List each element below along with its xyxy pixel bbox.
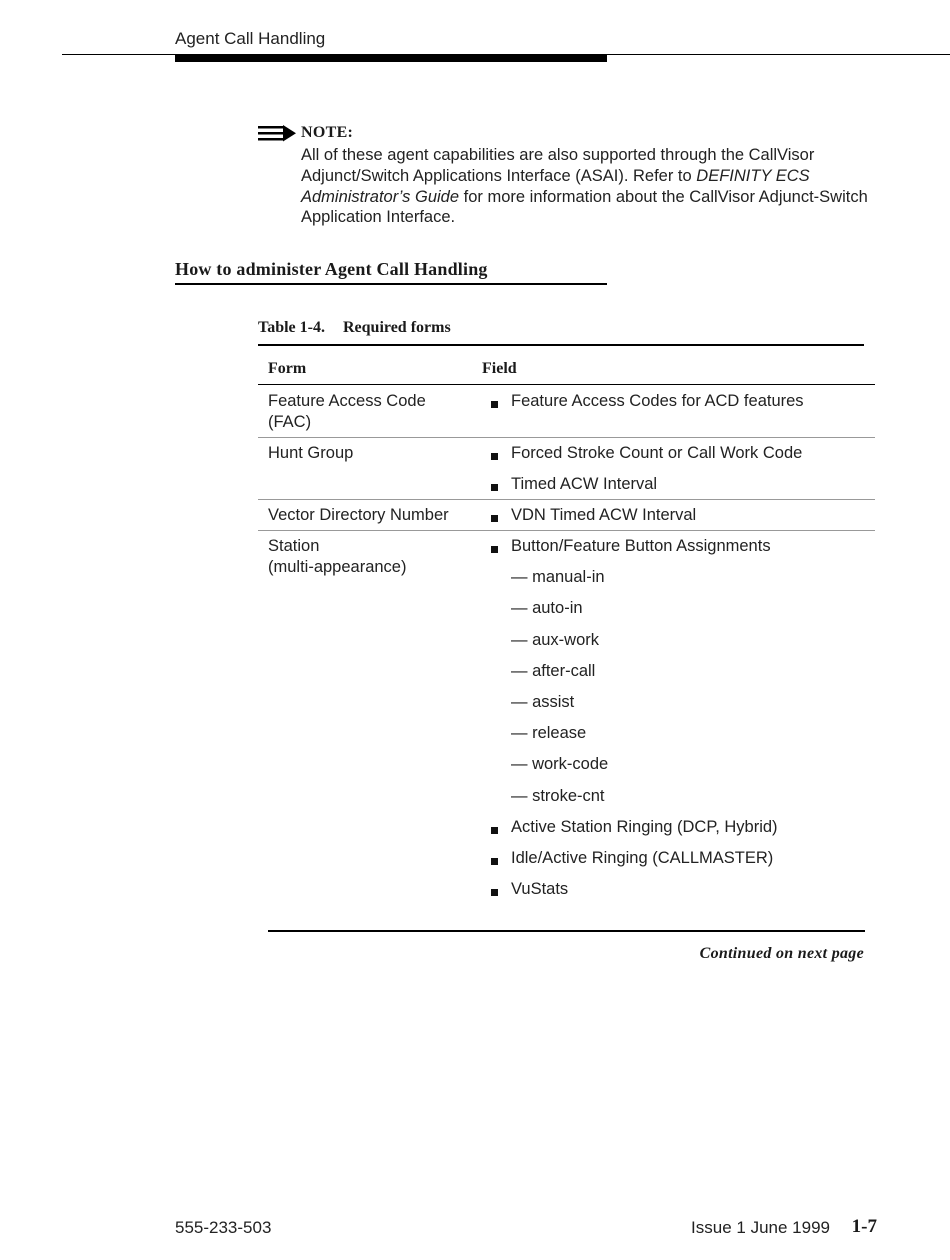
section-rule [175,283,607,285]
bullet-icon [491,401,498,408]
bullet-icon [491,546,498,553]
bullet-icon [491,453,498,460]
column-header-field: Field [482,360,517,377]
table-cell-field: VuStats [511,880,569,898]
bullet-icon [491,515,498,522]
row-divider [258,499,875,500]
page-number: 1-7 [851,1216,877,1237]
sub-item: — work-code [511,755,609,773]
note-label: NOTE: [301,124,354,141]
sub-item: — stroke-cnt [511,787,605,805]
table-cell-form: Station [268,537,320,555]
table-cell-form: Hunt Group [268,444,354,462]
note-arrow-icon [258,124,298,142]
table-title: Required forms [342,319,451,336]
section-heading: How to administer Agent Call Handling [175,259,488,279]
table-cell-field: Feature Access Codes for ACD features [511,392,804,410]
row-divider [258,437,875,438]
bullet-icon [491,484,498,491]
table-cell-form: Feature Access Code (FAC) [268,392,426,431]
table-number: Table 1-4. [258,319,325,336]
row-divider [258,530,875,531]
note-text-1: All of these agent capabilities are also supported through the CallVisor Adjunct/Switch Applications Interface (ASAI). Refer to [301,146,815,185]
table-caption [258,319,451,337]
continued-notice: Continued on next page [699,945,864,962]
table-cell-field: Idle/Active Ringing (CALLMASTER) [511,849,774,867]
sub-item: — release [511,724,587,742]
table-cell-form: Vector Directory Number [268,506,449,524]
bullet-icon [491,858,498,865]
sub-item: — aux-work [511,631,600,649]
table-cell-field: Active Station Ringing (DCP, Hybrid) [511,818,778,836]
sub-item: — auto-in [511,599,583,617]
note-text-2: for more information about the CallVisor Adjunct-Switch Application Interface. [301,187,868,227]
column-header-form: Form [268,360,307,377]
issue-date: Issue 1 June 1999 [691,1218,830,1237]
bullet-icon [491,889,498,896]
sub-item: — manual-in [511,568,605,586]
table-cell-form: (multi-appearance) [268,558,407,576]
table-bottom-rule [268,930,865,932]
bullet-icon [491,827,498,834]
table-top-rule [258,344,864,346]
table-cell-field: VDN Timed ACW Interval [511,506,697,524]
guide-title: DEFINITY ECS Administrator’s Guide [301,166,810,206]
table-cell-field: Forced Stroke Count or Call Work Code [511,444,803,462]
header-bar [175,54,607,62]
sub-item: — assist [511,693,575,711]
table-cell-field: Button/Feature Button Assignments [511,537,771,555]
table-cell-field: Timed ACW Interval [511,475,658,493]
header-rule [258,384,875,385]
note-body [301,145,871,228]
document-number: 555-233-503 [175,1218,272,1237]
sub-item: — after-call [511,662,596,680]
running-head: Agent Call Handling [175,29,326,48]
